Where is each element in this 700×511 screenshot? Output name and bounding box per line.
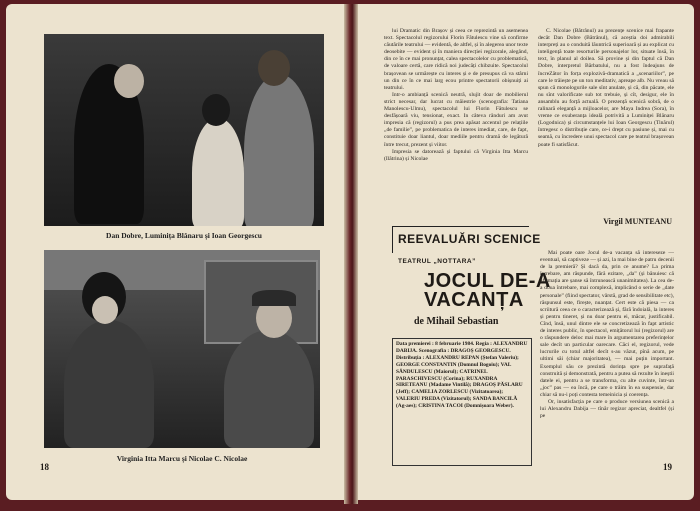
page-number: 19: [663, 462, 672, 472]
photo-stage-scene: [44, 250, 320, 448]
article-column: [538, 28, 674, 214]
section-title: REEVALUĂRI SCENICE: [398, 232, 541, 246]
credits-box: [392, 338, 532, 466]
article-column: [384, 28, 528, 218]
right-page: [358, 4, 694, 500]
author-signature: Virgil MUNTEANU: [603, 217, 672, 226]
photo-rehearsal-scene: [44, 34, 324, 226]
article-column: [540, 250, 674, 458]
play-title-line: JOCUL DE-A: [424, 270, 551, 292]
book-gutter: [344, 4, 358, 504]
theatre-label: TEATRUL „NOTTARA”: [398, 258, 476, 265]
magazine-spread: [6, 4, 694, 504]
paragraph: Or, insatisfacția pe care o produce versiunea scenică a lui Alexandru Dabija — tînăr regizor apreciat, dealtfel (și pe: [540, 398, 674, 420]
paragraph: Intr-o ambianță scenică neutră, slujit doar de mobilierul strict necesar, dar lucrat cu măiestrie (scenografia: Tatiana Manolescu-Ulmu), spectacolul lui Florin Fătulescu se desfășoară viu, tensionat, exact. In câteva rânduri am avut impresia că (regizorul) a pus prea apăsat accentul pe relațiile „de familie”, pe problematica de interes imediat, care, de fapt, constituie doar liantul, doar mediile pentru dramă de legătură între trecut, prezent și viitor.: [384, 91, 528, 148]
paragraph: Mai poate oare Jocul de-a vacanța să intereseze — eventual, să captiveze — și azi, la mai bine de patru decenii de la premieră? Și dacă da, prin ce anume? La prima întrebare, am răspunde, fără ezitare, „da” (și bănuiesc că afirmația are șanse să întrunească unanimitatea). La cea de-a doua întrebare, mai complexă, implicând o serie de „date personale” (fiind spectator, vârstă, grad de sensibilitate etc), răspunsul este, firește, nuanțat. Cert este că piesa — ca scriitură ceea ce o caracterizează și, fără îndoială, la interes și pentru tineret, și nu doar pentru ei, măcar, justificabil. Cînd, însă, unul dintre ele se concretizează în fapt artistic de interes public, în spectacol, emițătorul lui (regizorul) are o răspundere deloc mai mare în argumentarea preferințelor sale decît un particular oarecare. Căci el, regizorul, vede lucrurile cu totul altfel decît s-au văzut, pînă acum, pe ultimi săi (chiar majoritatea), — mai puțin important. Exemplul său ce prezintă dorința spre pe suprafață construită și demonstrată, pentru a putea să rezulte în ineștii datele ei, pentru a se transforma, cu alte cuvinte, într-un „joc” pas — ea încă, pe care o trăim în ea suspensie, dar chiar să nu-i poți contesta temeinicia și coerența.: [540, 250, 674, 398]
play-author: de Mihail Sebastian: [414, 316, 499, 327]
credits-text: Data premierei : 8 februarie 1984. Regia : ALEXANDRU DABIJA. Scenografia : DRAGOȘ GEORGESCU. Distribuția : ALEXANDRU REPAN (Ștefan Valeriu); GEORGE CONSTANTIN (Domnul Bogoiu); VAL SĂNDULESCU (Maiorul); CATRINEL PARASCHIVESCU (Corina); RUXANDRA SIRETEANU (Madame Vintilă); DRAGOȘ PĂSLARU (Jeff); CAMELIA ZORLESCU (Vizitatoarea); VALERIU PREDA (Vizitatorul); SANDA BANCILĂ (Ag-aes); CRISTINA TACOI (Domnișoara Weber).: [396, 341, 528, 410]
left-page: [6, 4, 344, 500]
photo-caption: Virginia Itta Marcu și Nicolae C. Nicolae: [116, 454, 248, 463]
photo-caption: Dan Dobre, Luminița Blănaru și Ioan Georgescu: [106, 231, 262, 240]
play-title-line: VACANȚA: [424, 289, 524, 311]
paragraph: Impresia se datorează și faptului că Virginia Itta Marcu (Ilătrina) și Nicolae: [384, 148, 528, 162]
play-title: [424, 272, 551, 310]
paragraph: lui Dramatic din Brașov și ceea ce reprezintă un asemenea text. Spectacolul regizorului Florin Fătulescu vine să confirme căutările teatrului — evidentă, de altfel, și în alegerea unor texte deosebite — evident și în maniera direcției regizorale, alegând, din ce în ce mai pronunțat, calea spectacolelor cu problematică, de valoare certă, care ridică noi judecăți chibzuite. Spectacolul brașovean se urmărește cu interes și e de presupus că va stârni un din ce în ce mai larg ecou printre spectatorii obișnuiți ai teatrului.: [384, 28, 528, 91]
paragraph: C. Nicolae (Bătrânul) au prezențe scenice mai frapante decât Dan Dobre (Bătrânul), că aceștia doi admirabili interpreți au o conduită lăuntrică superioară și au explicat cu inteligență toate resorturile personajelor lor, situate însă, în text, în planul al doilea. Să provine și din faptul că Dan Dobre, interpretul Bărbatului, nu a fost îndeajuns de încreZător în forța explozivă-dramatică a „scenariilor”, pe care le trăiește pe un ton meditativ, apreape alb. Nu vreau să spun că monologurile sale sînt anulate, și că, din păcate, ele nu sînt valorificate sub tot trebuie, și cît, desigur, ele în ansamblu au forță actuală. O prezență scenică sobră, de o ralinară eleganță a mijloacelor, are Maya Indrea (Sora), în vreme ce exuberanța ideală potrivită a Luminiței Blănaru (Logodnica) și circumstanțele lui Ioan Georgescu (Tinărul) întregesc o distribuție care, ce-i drept cu pasiune și, mai cu seamă, cu încredere unui spectacol care pe teatrul brașovean poate fi satisfăcut.: [538, 28, 674, 148]
page-number: 18: [40, 462, 49, 472]
